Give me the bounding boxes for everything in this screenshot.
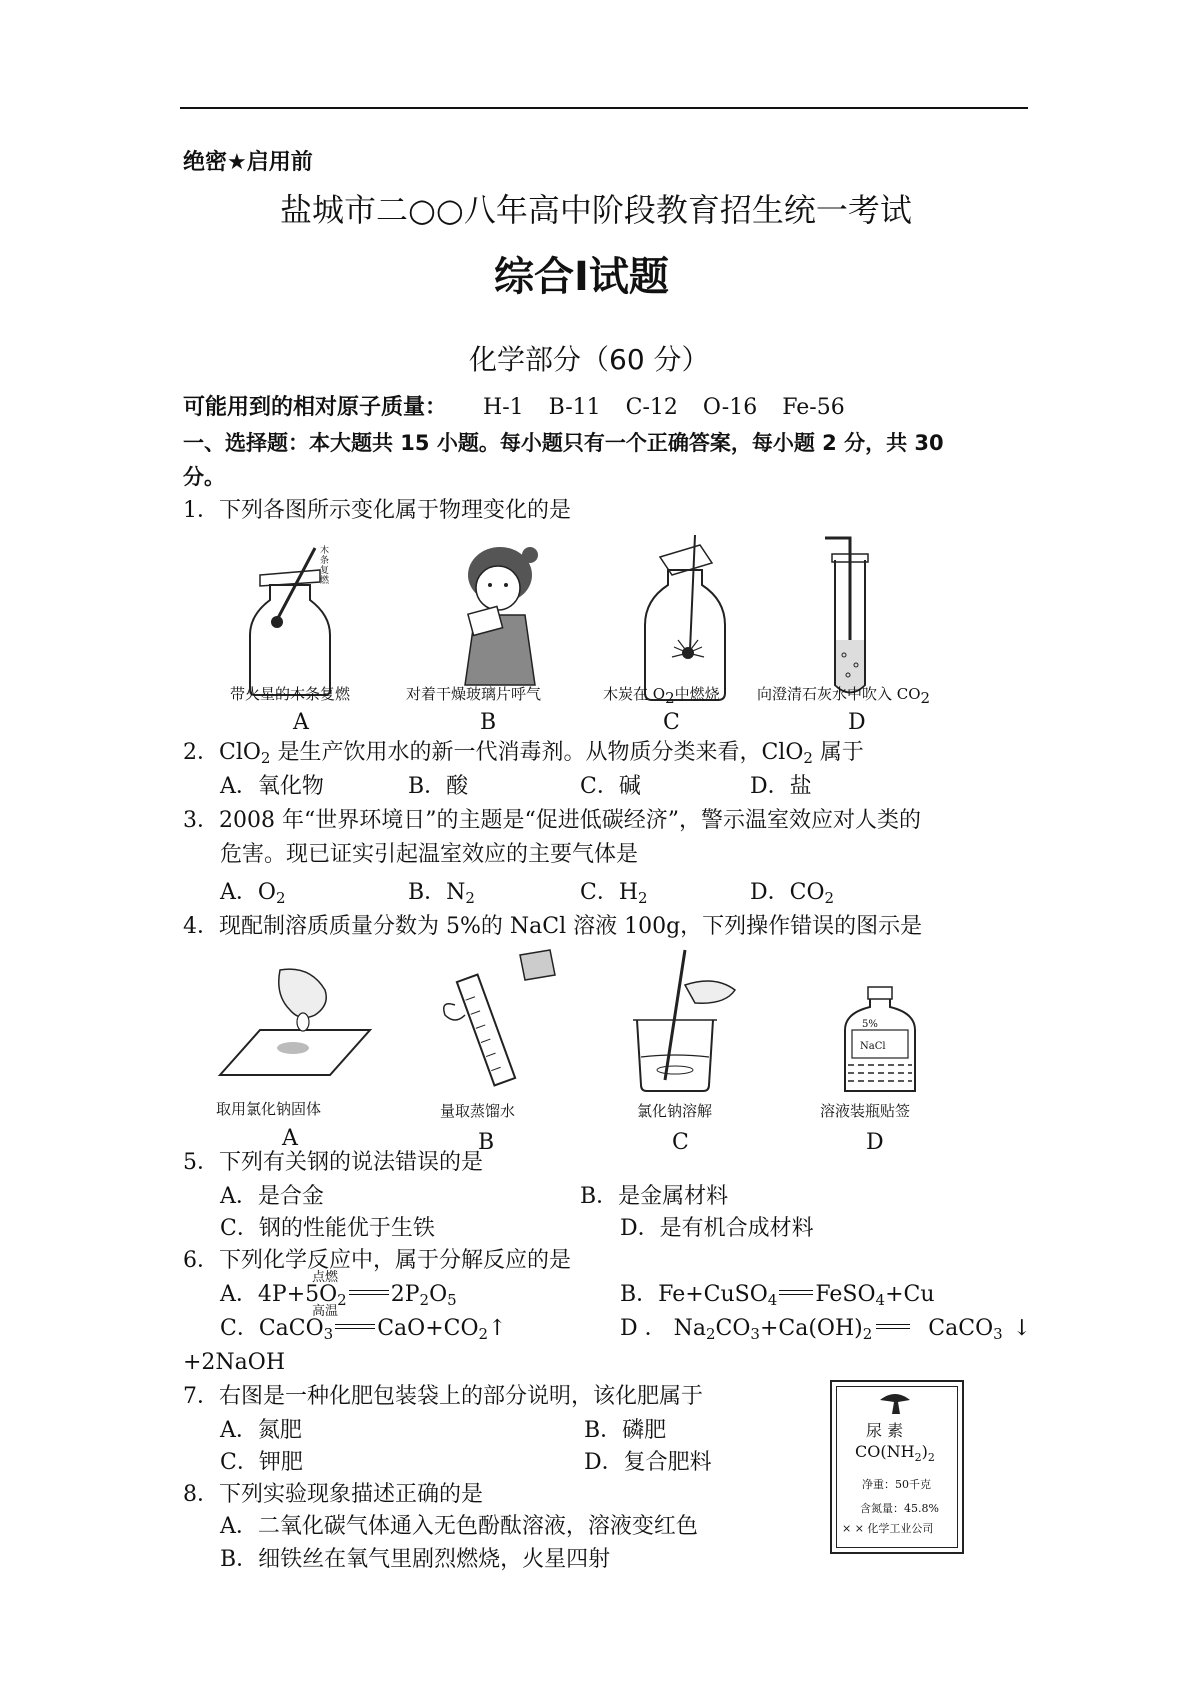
top-rule bbox=[180, 107, 1028, 109]
q2-stem: 2．ClO$_2$ 是生产饮用水的新一代消毒剂。从物质分类来看，ClO$_2$ 属于 bbox=[183, 740, 864, 767]
q6-option-a: A．$4P+5O_2$ $2P_2O_5$ bbox=[220, 1282, 457, 1309]
q1-figure-b bbox=[440, 540, 560, 690]
q3-stem-line1: 3．2008 年“世界环境日”的主题是“促进低碳经济”，警示温室效应对人类的 bbox=[183, 808, 921, 833]
atomic-mass-h: H-1 bbox=[483, 395, 524, 420]
part1-intro-line1: 一、选择题：本大题共 15 小题。每小题只有一个正确答案，每小题 2 分，共 30 bbox=[183, 431, 944, 455]
q2-option-c: C．碱 bbox=[580, 774, 641, 799]
q4-letter-b: B bbox=[478, 1130, 495, 1155]
q1-caption-c: 木炭在 $O_2$中燃烧 bbox=[603, 685, 720, 707]
q3-stem-line2: 危害。现已证实引起温室效应的主要气体是 bbox=[220, 842, 639, 867]
q3-option-c: C．$H_2$ bbox=[580, 880, 648, 907]
q1-figure-d bbox=[820, 530, 900, 700]
atomic-mass-b: B-11 bbox=[548, 395, 601, 420]
q4-caption-b: 量取蒸馏水 bbox=[440, 1102, 516, 1120]
q4-caption-c: 氯化钠溶解 bbox=[637, 1102, 713, 1120]
fertilizer-nitrogen: 含氮量：45.8% bbox=[860, 1502, 939, 1515]
q4-figure-c bbox=[625, 945, 765, 1095]
q5-option-b: B．是金属材料 bbox=[580, 1184, 729, 1209]
atomic-mass-line bbox=[183, 393, 845, 423]
q4-figure-a bbox=[215, 960, 375, 1080]
q7-option-d: D．复合肥料 bbox=[584, 1450, 712, 1475]
part1-intro-line2: 分。 bbox=[183, 465, 225, 489]
q8-stem: 8．下列实验现象描述正确的是 bbox=[183, 1482, 483, 1507]
atomic-mass-label: 可能用到的相对原子质量： bbox=[183, 395, 448, 420]
q6-option-c: C．CaCO$_3$ $CaO+CO_2↑$ bbox=[220, 1316, 507, 1343]
q1-stem: 1．下列各图所示变化属于物理变化的是 bbox=[183, 498, 571, 523]
q7-stem: 7．右图是一种化肥包装袋上的部分说明，该化肥属于 bbox=[183, 1384, 703, 1409]
fertilizer-formula: $CO(NH_2)_2$ bbox=[855, 1442, 935, 1464]
q2-option-a: A．氧化物 bbox=[220, 774, 324, 799]
q4-bottle-name: NaCl bbox=[860, 1041, 886, 1052]
q4-stem: 4．现配制溶质质量分数为 5%的 NaCl 溶液 100g，下列操作错误的图示是 bbox=[183, 914, 923, 939]
q1-figure-a-note: 木条复燃 bbox=[320, 546, 330, 586]
q4-caption-a: 取用氯化钠固体 bbox=[216, 1100, 322, 1118]
q1-letter-c: C bbox=[663, 710, 680, 735]
q1-caption-b: 对着干燥玻璃片呼气 bbox=[406, 685, 542, 703]
q4-letter-a: A bbox=[282, 1126, 298, 1151]
q5-option-d: D．是有机合成材料 bbox=[620, 1216, 814, 1241]
q5-option-c: C．钢的性能优于生铁 bbox=[220, 1216, 435, 1241]
paper-subtitle: 综合Ⅰ试题 bbox=[494, 254, 669, 300]
q4-caption-d: 溶液装瓶贴签 bbox=[820, 1102, 911, 1120]
q3-option-a: A．$O_2$ bbox=[220, 880, 286, 907]
q8-option-a: A．二氧化碳气体通入无色酚酞溶液，溶液变红色 bbox=[220, 1514, 698, 1539]
q6-condition-ignite: 点燃 bbox=[312, 1270, 339, 1285]
q6-option-d-continued: +2NaOH bbox=[183, 1350, 286, 1375]
section-title: 化学部分（60 分） bbox=[469, 343, 710, 376]
q1-caption-d: 向澄清石灰水中吹入 $CO_2$ bbox=[757, 685, 931, 707]
q7-option-a: A．氮肥 bbox=[220, 1418, 302, 1443]
fertilizer-weight: 净重：50千克 bbox=[862, 1478, 931, 1491]
q1-letter-a: A bbox=[293, 710, 309, 735]
q1-caption-a: 带火星的木条复燃 bbox=[230, 685, 351, 703]
q2-option-b: B．酸 bbox=[408, 774, 469, 799]
q3-option-d: D．$CO_2$ bbox=[750, 880, 835, 907]
atomic-mass-fe: Fe-56 bbox=[782, 395, 845, 420]
q4-letter-c: C bbox=[672, 1130, 689, 1155]
q1-figure-c bbox=[630, 535, 740, 705]
fertilizer-logo-icon bbox=[878, 1390, 912, 1416]
atomic-mass-c: C-12 bbox=[625, 395, 678, 420]
fertilizer-name: 尿 素 bbox=[866, 1421, 904, 1440]
q7-option-b: B．磷肥 bbox=[584, 1418, 667, 1443]
q6-option-d: D ． $Na_2CO_3+Ca(OH)_2$ CaCO$_3$ ↓ bbox=[620, 1316, 1032, 1343]
q1-letter-b: B bbox=[480, 710, 497, 735]
fertilizer-company: × × 化学工业公司 bbox=[842, 1522, 934, 1535]
confidential-mark: 绝密★启用前 bbox=[183, 150, 313, 175]
q4-letter-d: D bbox=[866, 1130, 884, 1155]
q3-option-b: B．$N_2$ bbox=[408, 880, 475, 907]
q4-bottle-percent: 5% bbox=[862, 1019, 878, 1030]
q5-option-a: A．是合金 bbox=[220, 1184, 324, 1209]
q6-condition-high-temp: 高温 bbox=[312, 1304, 339, 1319]
q7-option-c: C．钾肥 bbox=[220, 1450, 303, 1475]
q1-letter-d: D bbox=[848, 710, 866, 735]
exam-title: 盐城市二○○八年高中阶段教育招生统一考试 bbox=[280, 191, 912, 229]
q8-option-b: B．细铁丝在氧气里剧烈燃烧，火星四射 bbox=[220, 1547, 611, 1572]
atomic-mass-o: O-16 bbox=[702, 395, 758, 420]
q4-figure-d bbox=[840, 985, 920, 1095]
q6-stem: 6．下列化学反应中，属于分解反应的是 bbox=[183, 1248, 571, 1273]
q4-figure-b bbox=[435, 945, 575, 1095]
q5-stem: 5．下列有关钢的说法错误的是 bbox=[183, 1150, 483, 1175]
q6-option-b: B．Fe+CuSO$_4$ FeSO$_4$+Cu bbox=[620, 1282, 935, 1309]
q2-option-d: D．盐 bbox=[750, 774, 812, 799]
